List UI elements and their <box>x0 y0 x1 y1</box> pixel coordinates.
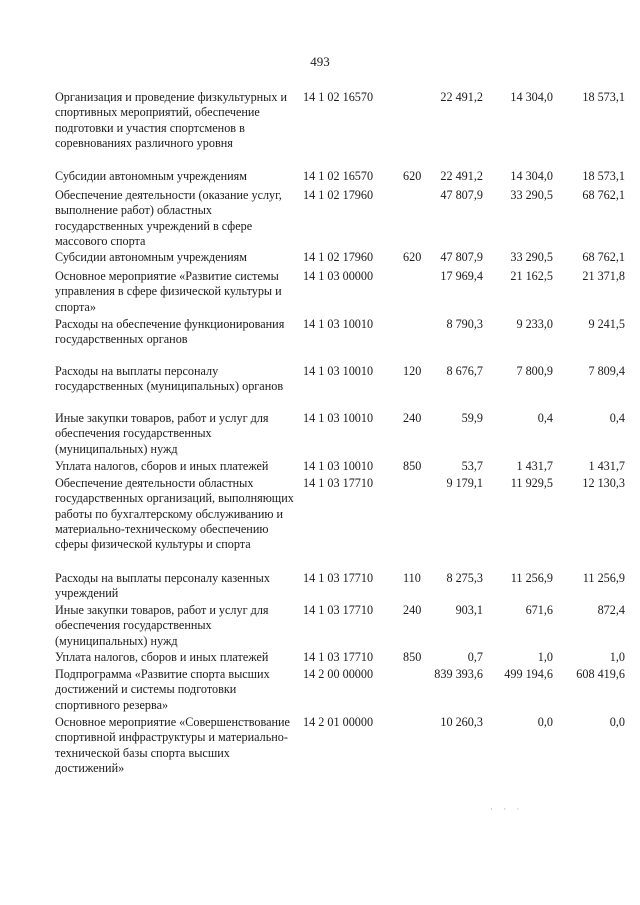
row-value-3: 608 419,6 <box>576 667 625 681</box>
row-value-3: 18 573,1 <box>582 90 625 104</box>
row-value-1: 47 807,9 <box>440 250 483 264</box>
row-code: 14 1 03 10010 <box>303 411 374 425</box>
row-code: 14 1 03 17710 <box>303 476 374 490</box>
table-row <box>55 459 625 476</box>
row-value-1: 59,9 <box>461 411 483 425</box>
table-row <box>55 250 625 269</box>
row-expense-type: 620 <box>403 169 422 183</box>
table-row <box>55 715 625 805</box>
row-value-1: 903,1 <box>455 603 483 617</box>
row-code: 14 1 03 17710 <box>303 603 374 617</box>
page-number: 493 <box>310 54 330 69</box>
table-row <box>55 603 625 650</box>
table-row <box>55 269 625 317</box>
row-expense-type: 240 <box>403 603 422 617</box>
row-value-1: 8 275,3 <box>446 571 483 585</box>
row-name: Субсидии автономным учреждениям <box>55 250 247 264</box>
row-value-2: 0,4 <box>537 411 553 425</box>
row-value-2: 1,0 <box>537 650 553 664</box>
row-value-1: 0,7 <box>467 650 483 664</box>
row-name: Иные закупки товаров, работ и услуг для обеспечения государственных (муниципальных) нужд <box>55 411 269 456</box>
row-value-3: 872,4 <box>597 603 625 617</box>
row-value-3: 68 762,1 <box>582 188 625 202</box>
row-value-3: 1,0 <box>609 650 625 664</box>
row-value-2: 671,6 <box>525 603 553 617</box>
row-name: Основное мероприятие «Развитие системы управления в сфере физической культуры и спорта» <box>55 269 282 314</box>
row-name: Расходы на выплаты персоналу государственных (муниципальных) органов <box>55 364 284 394</box>
row-value-2: 1 431,7 <box>516 459 553 473</box>
row-value-2: 11 929,5 <box>510 476 553 490</box>
row-value-1: 47 807,9 <box>440 188 483 202</box>
table-row <box>55 317 625 364</box>
row-value-3: 0,4 <box>609 411 625 425</box>
row-value-3: 1 431,7 <box>588 459 625 473</box>
table-row <box>55 169 625 188</box>
row-value-1: 10 260,3 <box>440 715 483 729</box>
row-expense-type: 620 <box>403 250 422 264</box>
row-name: Уплата налогов, сборов и иных платежей <box>55 650 269 664</box>
row-value-2: 7 800,9 <box>516 364 553 378</box>
table-row <box>55 188 625 250</box>
row-name: Субсидии автономным учреждениям <box>55 169 247 183</box>
row-code: 14 1 02 16570 <box>303 90 374 104</box>
row-value-2: 0,0 <box>537 715 553 729</box>
row-value-3: 12 130,3 <box>582 476 625 490</box>
row-name: Уплата налогов, сборов и иных платежей <box>55 459 269 473</box>
row-value-2: 33 290,5 <box>510 250 553 264</box>
row-expense-type: 240 <box>403 411 422 425</box>
row-name: Подпрограмма «Развитие спорта высших достижений и системы подготовки спортивного резерва» <box>55 667 270 712</box>
row-code: 14 1 03 10010 <box>303 364 374 378</box>
row-name: Обеспечение деятельности областных государственных организаций, выполняющих работы по бухгалтерскому обслуживанию и материально-техническому обеспечению сферы физической культуры и спорта <box>55 476 294 552</box>
row-code: 14 1 02 17960 <box>303 188 374 202</box>
row-code: 14 1 03 10010 <box>303 317 374 331</box>
row-code: 14 1 02 17960 <box>303 250 374 264</box>
row-value-1: 22 491,2 <box>440 169 483 183</box>
row-value-1: 53,7 <box>461 459 483 473</box>
row-value-2: 33 290,5 <box>510 188 553 202</box>
row-value-1: 9 179,1 <box>446 476 483 490</box>
table-row <box>55 476 625 571</box>
row-code: 14 2 00 00000 <box>303 667 374 681</box>
row-value-1: 17 969,4 <box>440 269 483 283</box>
row-value-2: 11 256,9 <box>510 571 553 585</box>
row-value-2: 14 304,0 <box>510 169 553 183</box>
row-code: 14 1 03 00000 <box>303 269 374 283</box>
row-value-1: 8 676,7 <box>446 364 483 378</box>
table-row <box>55 364 625 411</box>
row-value-1: 22 491,2 <box>440 90 483 104</box>
row-code: 14 1 03 17710 <box>303 571 374 585</box>
budget-table <box>55 90 625 805</box>
row-name: Иные закупки товаров, работ и услуг для обеспечения государственных (муниципальных) нужд <box>55 603 269 648</box>
row-value-2: 499 194,6 <box>504 667 553 681</box>
row-code: 14 2 01 00000 <box>303 715 374 729</box>
row-value-1: 839 393,6 <box>434 667 483 681</box>
row-name: Расходы на выплаты персоналу казенных учреждений <box>55 571 270 601</box>
row-code: 14 1 03 10010 <box>303 459 374 473</box>
table-row <box>55 667 625 715</box>
row-name: Организация и проведение физкультурных и спортивных мероприятий, обеспечение подготовки и участия спортсменов в соревнованиях различного уровня <box>55 90 288 150</box>
row-value-3: 68 762,1 <box>582 250 625 264</box>
table-row <box>55 411 625 459</box>
row-value-3: 11 256,9 <box>582 571 625 585</box>
table-row <box>55 571 625 603</box>
table-row <box>55 90 625 169</box>
row-expense-type: 110 <box>403 571 421 585</box>
row-value-3: 0,0 <box>609 715 625 729</box>
row-value-3: 18 573,1 <box>582 169 625 183</box>
row-value-1: 8 790,3 <box>446 317 483 331</box>
row-value-3: 21 371,8 <box>582 269 625 283</box>
table-row <box>55 650 625 667</box>
row-value-3: 7 809,4 <box>588 364 625 378</box>
row-expense-type: 850 <box>403 650 422 664</box>
row-code: 14 1 02 16570 <box>303 169 374 183</box>
row-value-3: 9 241,5 <box>588 317 625 331</box>
row-expense-type: 120 <box>403 364 422 378</box>
row-name: Обеспечение деятельности (оказание услуг, выполнение работ) областных государственных учреждений в сфере массового спорта <box>55 188 282 248</box>
row-value-2: 14 304,0 <box>510 90 553 104</box>
row-name: Основное мероприятие «Совершенствование спортивной инфраструктуры и материально-технической базы спорта высших достижений» <box>55 715 290 775</box>
row-name: Расходы на обеспечение функционирования государственных органов <box>55 317 285 347</box>
row-value-2: 21 162,5 <box>510 269 553 283</box>
row-code: 14 1 03 17710 <box>303 650 374 664</box>
row-expense-type: 850 <box>403 459 422 473</box>
row-value-2: 9 233,0 <box>516 317 553 331</box>
scan-specks: · · · <box>490 804 524 814</box>
